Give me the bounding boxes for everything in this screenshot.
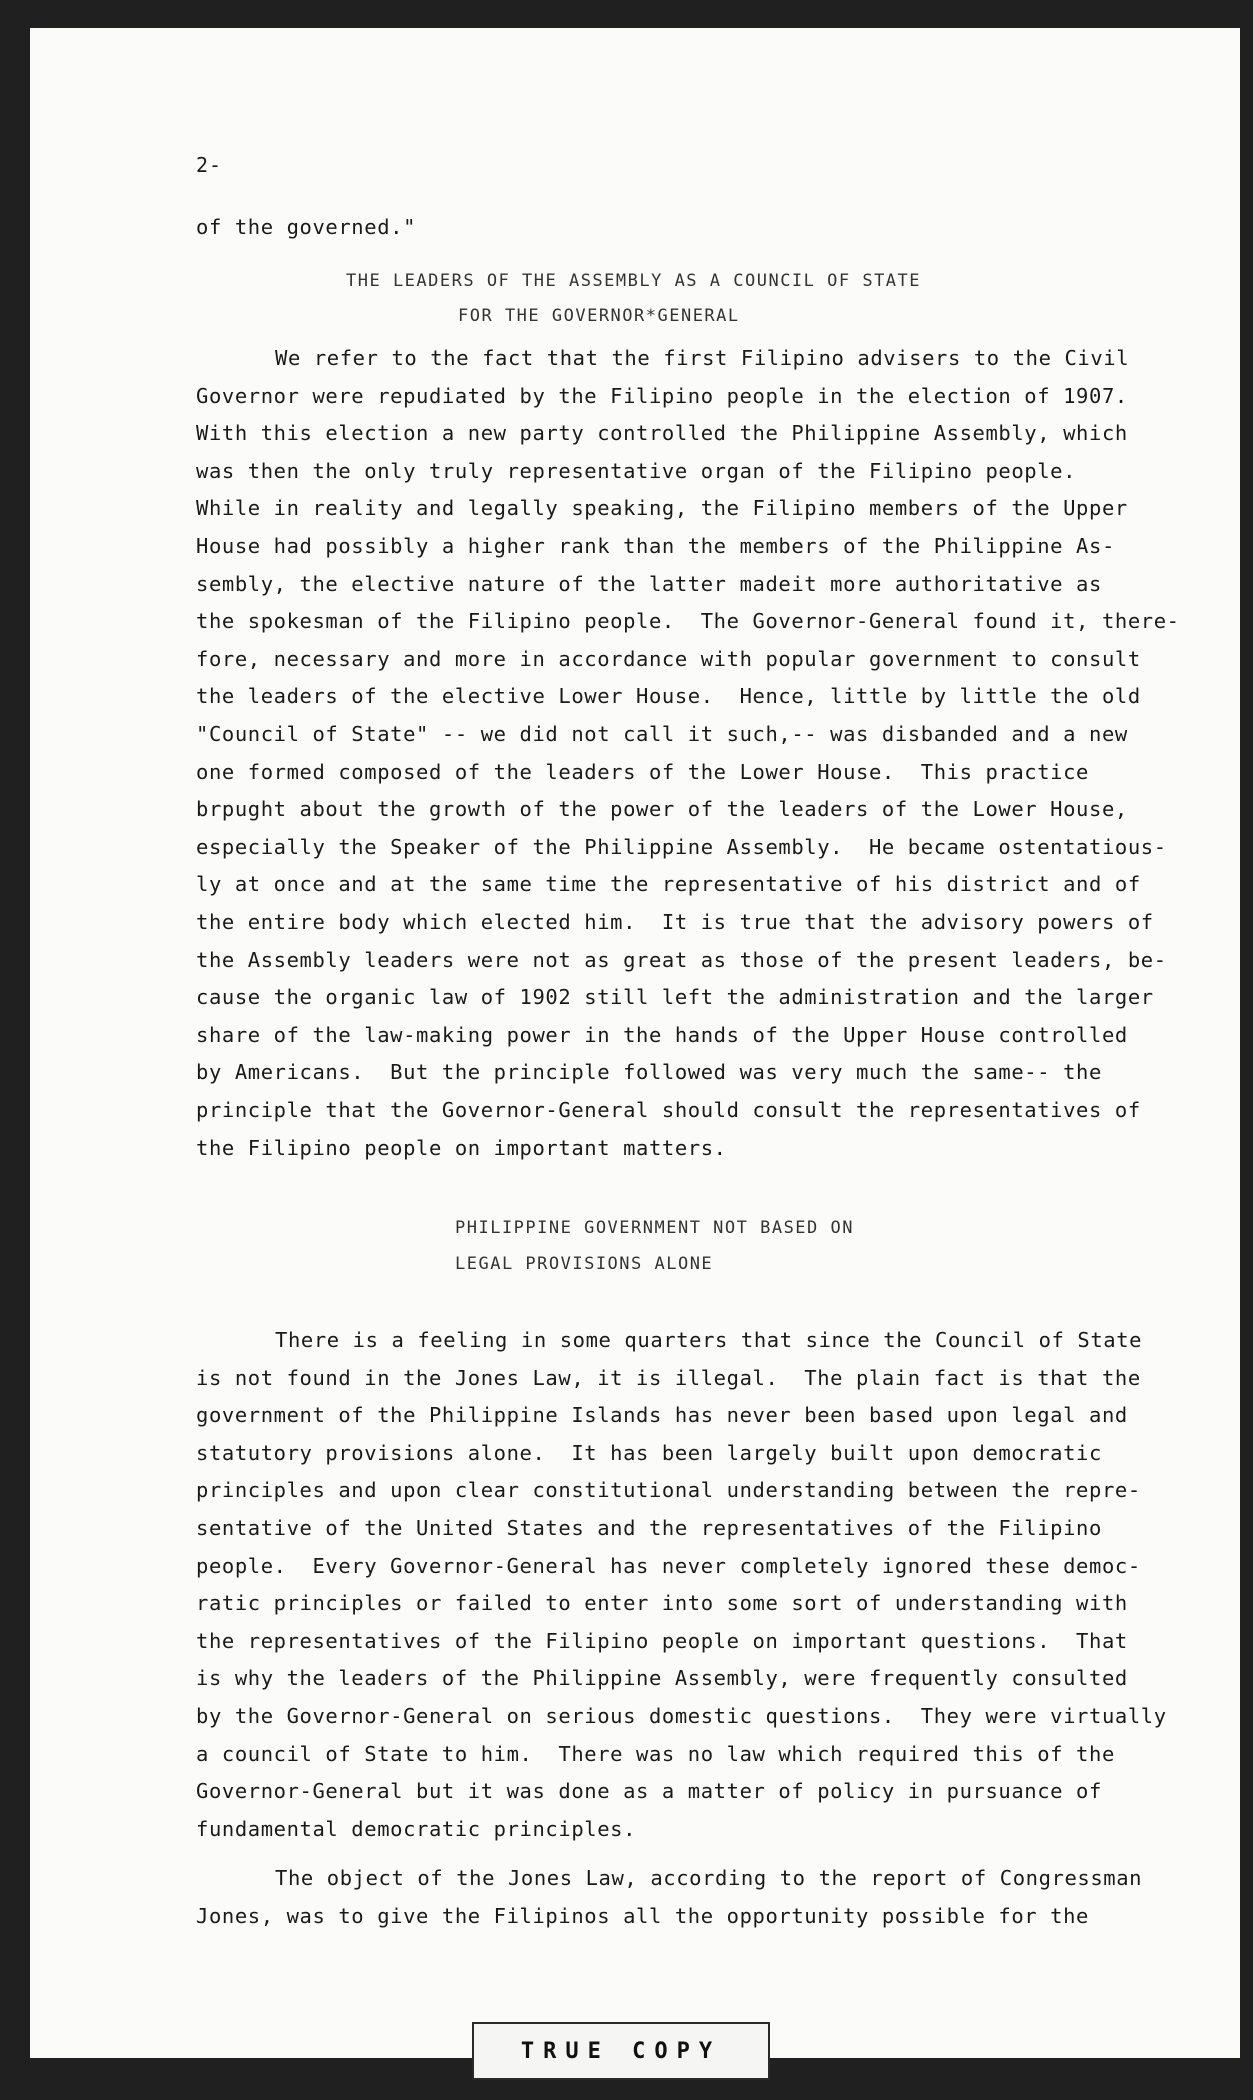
paragraph-line: the leaders of the elective Lower House. Hence, little by little the old — [196, 684, 1141, 708]
page-number: 2- — [196, 153, 223, 177]
paragraph-line: the spokesman of the Filipino people. The Governor-General found it, there- — [196, 609, 1180, 633]
paragraph-line: fundamental democratic principles. — [196, 1817, 637, 1841]
paragraph-line: by the Governor-General on serious domestic questions. They were virtually — [196, 1704, 1167, 1728]
paragraph-line: principles and upon clear constitutional understanding between the repre- — [196, 1478, 1141, 1502]
paragraph-line: is not found in the Jones Law, it is illegal. The plain fact is that the — [196, 1366, 1141, 1390]
section-heading: THE LEADERS OF THE ASSEMBLY AS A COUNCIL OF STATE — [346, 271, 922, 291]
document-body — [30, 28, 1240, 2058]
true-copy-stamp: TRUE COPY — [472, 2022, 770, 2080]
paragraph-line: While in reality and legally speaking, the Filipino members of the Upper — [196, 496, 1128, 520]
paragraph-line: Governor-General but it was done as a matter of policy in pursuance of — [196, 1779, 1102, 1803]
paragraph-line: was then the only truly representative organ of the Filipino people. — [196, 459, 1077, 483]
paragraph-line: the Filipino people on important matters. — [196, 1136, 727, 1160]
paragraph-line: the representatives of the Filipino people on important questions. That — [196, 1629, 1128, 1653]
paragraph-line: share of the law-making power in the hands of the Upper House controlled — [196, 1023, 1128, 1047]
paragraph-line: the Assembly leaders were not as great as those of the present leaders, be- — [196, 948, 1167, 972]
paragraph-line: sentative of the United States and the representatives of the Filipino — [196, 1516, 1102, 1540]
paragraph-line: fore, necessary and more in accordance with popular government to consult — [196, 647, 1141, 671]
paragraph-line: ratic principles or failed to enter into some sort of understanding with — [196, 1591, 1128, 1615]
section-heading: PHILIPPINE GOVERNMENT NOT BASED ON — [455, 1218, 854, 1238]
paragraph-line: is why the leaders of the Philippine Assembly, were frequently consulted — [196, 1666, 1128, 1690]
paragraph-line: one formed composed of the leaders of the Lower House. This practice — [196, 760, 1090, 784]
paragraph-line: the entire body which elected him. It is true that the advisory powers of — [196, 910, 1154, 934]
paragraph-line: The object of the Jones Law, according to the report of Congressman — [275, 1866, 1143, 1890]
section-heading: LEGAL PROVISIONS ALONE — [455, 1254, 714, 1274]
paragraph-line: There is a feeling in some quarters that since the Council of State — [275, 1328, 1143, 1352]
paragraph-line: ly at once and at the same time the representative of his district and of — [196, 872, 1141, 896]
paragraph-line: Governor were repudiated by the Filipino people in the election of 1907. — [196, 384, 1128, 408]
paragraph-line: "Council of State" -- we did not call it such,-- was disbanded and a new — [196, 722, 1128, 746]
paragraph-line: sembly, the elective nature of the latter madeit more authoritative as — [196, 572, 1102, 596]
paragraph-line: brpught about the growth of the power of the leaders of the Lower House, — [196, 797, 1128, 821]
paragraph-line: principle that the Governor-General should consult the representatives of — [196, 1098, 1141, 1122]
paragraph-line: With this election a new party controlled the Philippine Assembly, which — [196, 421, 1128, 445]
paragraph-line: statutory provisions alone. It has been largely built upon democratic — [196, 1441, 1102, 1465]
paragraph-line: Jones, was to give the Filipinos all the opportunity possible for the — [196, 1904, 1090, 1928]
paragraph-line: a council of State to him. There was no law which required this of the — [196, 1742, 1115, 1766]
paragraph-line: especially the Speaker of the Philippine Assembly. He became ostentatious- — [196, 835, 1167, 859]
paragraph-line: government of the Philippine Islands has never been based upon legal and — [196, 1403, 1128, 1427]
paragraph-line: cause the organic law of 1902 still left the administration and the larger — [196, 985, 1154, 1009]
document-page — [30, 28, 1240, 2058]
opening-line: of the governed." — [196, 215, 417, 239]
paragraph-line: We refer to the fact that the first Filipino advisers to the Civil — [275, 346, 1130, 370]
paragraph-line: people. Every Governor-General has never completely ignored these democ- — [196, 1554, 1141, 1578]
paragraph-line: by Americans. But the principle followed was very much the same-- the — [196, 1060, 1102, 1084]
section-heading: FOR THE GOVERNOR*GENERAL — [458, 306, 740, 326]
paragraph-line: House had possibly a higher rank than the members of the Philippine As- — [196, 534, 1115, 558]
